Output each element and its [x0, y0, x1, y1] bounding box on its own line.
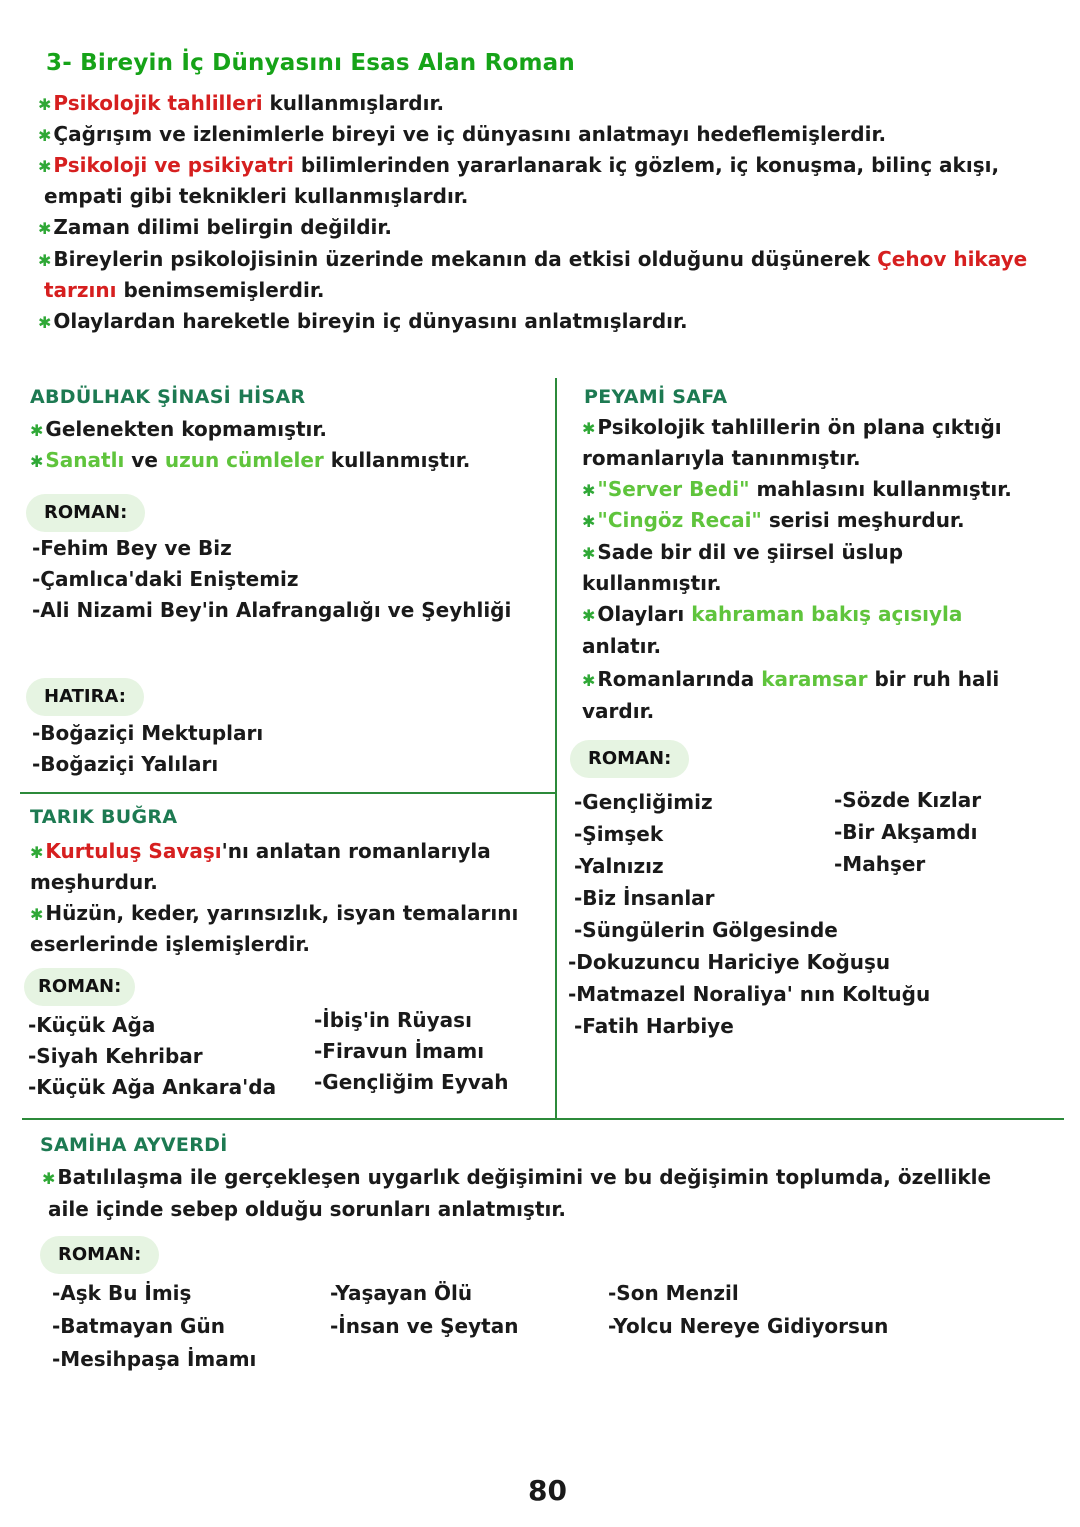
highlight-green: uzun cümleler	[164, 448, 324, 472]
safa-bullet-6	[582, 664, 999, 696]
intro-bullet-4	[38, 212, 392, 244]
list-item: -Ali Nizami Bey'in Alafrangalığı ve Şeyhliği	[32, 598, 512, 622]
safa-bullet-4-cont: kullanmıştır.	[582, 571, 722, 595]
bullet-icon: ✱	[582, 544, 596, 563]
hisar-hatira-label: HATIRA:	[26, 678, 144, 716]
list-item: -Dokuzuncu Hariciye Koğuşu	[568, 950, 891, 974]
list-item: -Biz İnsanlar	[574, 886, 715, 910]
text: bilimlerinden yararlanarak iç gözlem, iç konuşma, bilinç akışı,	[293, 153, 1000, 177]
bullet-icon: ✱	[582, 512, 596, 531]
list-item: -Küçük Ağa	[28, 1013, 156, 1037]
bullet-icon: ✱	[38, 251, 52, 270]
highlight-red: tarzını	[44, 278, 117, 302]
bullet-icon: ✱	[38, 95, 52, 114]
bullet-icon: ✱	[30, 452, 44, 471]
safa-bullet-4	[582, 537, 903, 569]
text: kullanmışlardır.	[262, 91, 445, 115]
list-item: -Boğaziçi Yalıları	[32, 752, 219, 776]
ayverdi-roman-col1	[52, 1277, 256, 1376]
author-name-ayverdi: SAMİHA AYVERDİ	[40, 1134, 228, 1156]
list-item: -İnsan ve Şeytan	[330, 1314, 519, 1338]
bullet-icon: ✱	[582, 419, 596, 438]
list-item: -Batmayan Gün	[52, 1314, 225, 1338]
safa-bullet-5-cont: anlatır.	[582, 634, 662, 658]
list-item: -Çamlıca'daki Eniştemiz	[32, 567, 299, 591]
list-item: -Fatih Harbiye	[574, 1014, 734, 1038]
hisar-bullet-1	[30, 414, 327, 446]
page-number: 80	[528, 1474, 567, 1507]
text: Bireylerin psikolojisinin üzerinde mekanın da etkisi olduğunu düşünerek	[53, 247, 878, 271]
intro-bullet-1	[38, 88, 444, 120]
ayverdi-roman-col3	[608, 1277, 888, 1343]
text: mahlasını kullanmıştır.	[749, 477, 1012, 501]
safa-bullet-3	[582, 505, 965, 537]
list-item: -Bir Akşamdı	[834, 820, 978, 844]
hisar-bullet-2	[30, 445, 470, 477]
text: 'nı anlatan romanlarıyla	[221, 839, 491, 863]
highlight-red: Psikolojik tahlilleri	[53, 91, 263, 115]
author-name-safa: PEYAMİ SAFA	[584, 386, 728, 408]
text: benimsemişlerdir.	[116, 278, 325, 302]
list-item: -Mahşer	[834, 852, 926, 876]
text: Romanlarında	[597, 667, 762, 691]
left-horizontal-divider	[20, 792, 556, 794]
safa-bullet-1-cont: romanlarıyla tanınmıştır.	[582, 446, 861, 470]
text: Olayları	[597, 602, 692, 626]
text: serisi meşhurdur.	[761, 508, 965, 532]
list-item: -Son Menzil	[608, 1281, 739, 1305]
text: Psikolojik tahlillerin ön plana çıktığı	[597, 415, 1002, 439]
intro-bullet-3-cont: empati gibi teknikleri kullanmışlardır.	[44, 184, 469, 208]
bullet-icon: ✱	[30, 905, 44, 924]
list-item: -Fehim Bey ve Biz	[32, 536, 232, 560]
safa-bullet-2	[582, 474, 1012, 506]
highlight-green: kahraman bakış açısıyla	[691, 602, 963, 626]
intro-bullet-5-cont	[44, 275, 324, 306]
list-item: -Firavun İmamı	[314, 1039, 485, 1063]
bullet-icon: ✱	[38, 126, 52, 145]
safa-bullet-5	[582, 599, 962, 631]
text: Hüzün, keder, yarınsızlık, isyan temalarını	[45, 901, 519, 925]
text: Zaman dilimi belirgin değildir.	[53, 215, 392, 239]
ayverdi-bullet-1-cont: aile içinde sebep olduğu sorunları anlatmıştır.	[48, 1197, 566, 1221]
hisar-roman-label: ROMAN:	[26, 494, 145, 532]
highlight-green: "Cingöz Recai"	[597, 508, 762, 532]
safa-roman-col2	[834, 784, 981, 880]
safa-roman-label: ROMAN:	[570, 740, 689, 778]
list-item: -Yalnızız	[574, 854, 664, 878]
hisar-roman-list	[32, 533, 511, 626]
bugra-bullet-1-cont: meşhurdur.	[30, 870, 158, 894]
bullet-icon: ✱	[30, 421, 44, 440]
bullet-icon: ✱	[582, 671, 596, 690]
bullet-icon: ✱	[42, 1169, 56, 1188]
ayverdi-bullet-1	[42, 1162, 991, 1194]
bugra-roman-col1	[28, 1010, 276, 1103]
text: Olaylardan hareketle bireyin iç dünyasını anlatmışlardır.	[53, 309, 688, 333]
text: Sade bir dil ve şiirsel üslup	[597, 540, 904, 564]
intro-bullet-5	[38, 244, 1027, 276]
highlight-green: "Server Bedi"	[597, 477, 750, 501]
bullet-icon: ✱	[582, 481, 596, 500]
bugra-bullet-2	[30, 898, 518, 930]
bugra-bullet-2-cont: eserlerinde işlemişlerdir.	[30, 932, 310, 956]
text: Batılılaşma ile gerçekleşen uygarlık değişimini ve bu değişimin toplumda, özellikle	[57, 1165, 992, 1189]
list-item: -Gençliğimiz	[574, 790, 713, 814]
section-title: 3- Bireyin İç Dünyasını Esas Alan Roman	[46, 50, 575, 76]
list-item: -Siyah Kehribar	[28, 1044, 203, 1068]
highlight-red: Çehov hikaye	[877, 247, 1028, 271]
bullet-icon: ✱	[30, 843, 44, 862]
bullet-icon: ✱	[582, 606, 596, 625]
highlight-red: Kurtuluş Savaşı	[45, 839, 222, 863]
list-item: -Sözde Kızlar	[834, 788, 982, 812]
list-item: -Yaşayan Ölü	[330, 1281, 473, 1305]
author-name-hisar: ABDÜLHAK ŞİNASİ HİSAR	[30, 386, 306, 408]
text: Çağrışım ve izlenimlerle bireyi ve iç dünyasını anlatmayı hedeflemişlerdir.	[53, 122, 887, 146]
intro-bullet-3	[38, 150, 999, 182]
intro-bullet-2	[38, 119, 886, 151]
vertical-divider	[555, 378, 557, 1120]
highlight-green: Sanatlı	[45, 448, 125, 472]
intro-bullet-6	[38, 306, 688, 338]
list-item: -Şimşek	[574, 822, 664, 846]
highlight-green: karamsar	[761, 667, 868, 691]
list-item: -Süngülerin Gölgesinde	[574, 918, 838, 942]
list-item: -Boğaziçi Mektupları	[32, 721, 264, 745]
list-item: -Mesihpaşa İmamı	[52, 1347, 257, 1371]
bottom-horizontal-divider	[22, 1118, 1064, 1120]
bullet-icon: ✱	[38, 219, 52, 238]
text: ve	[124, 448, 165, 472]
list-item: -Aşk Bu İmiş	[52, 1281, 192, 1305]
bugra-roman-label: ROMAN:	[24, 968, 135, 1006]
list-item: -Gençliğim Eyvah	[314, 1070, 509, 1094]
bugra-bullet-1	[30, 836, 491, 868]
list-item: -Matmazel Noraliya' nın Koltuğu	[568, 982, 931, 1006]
hisar-hatira-list	[32, 718, 263, 780]
author-name-bugra: TARIK BUĞRA	[30, 806, 178, 828]
safa-bullet-6-cont: vardır.	[582, 699, 655, 723]
text: bir ruh hali	[867, 667, 1000, 691]
bullet-icon: ✱	[38, 313, 52, 332]
highlight-red: Psikoloji ve psikiyatri	[53, 153, 294, 177]
list-item: -Yolcu Nereye Gidiyorsun	[608, 1314, 889, 1338]
bullet-icon: ✱	[38, 157, 52, 176]
ayverdi-roman-label: ROMAN:	[40, 1236, 159, 1274]
bugra-roman-col2	[314, 1005, 509, 1098]
list-item: -Küçük Ağa Ankara'da	[28, 1075, 277, 1099]
ayverdi-roman-col2	[330, 1277, 518, 1343]
text: kullanmıştır.	[323, 448, 471, 472]
safa-bullet-1	[582, 412, 1002, 444]
list-item: -İbiş'in Rüyası	[314, 1008, 472, 1032]
text: Gelenekten kopmamıştır.	[45, 417, 328, 441]
